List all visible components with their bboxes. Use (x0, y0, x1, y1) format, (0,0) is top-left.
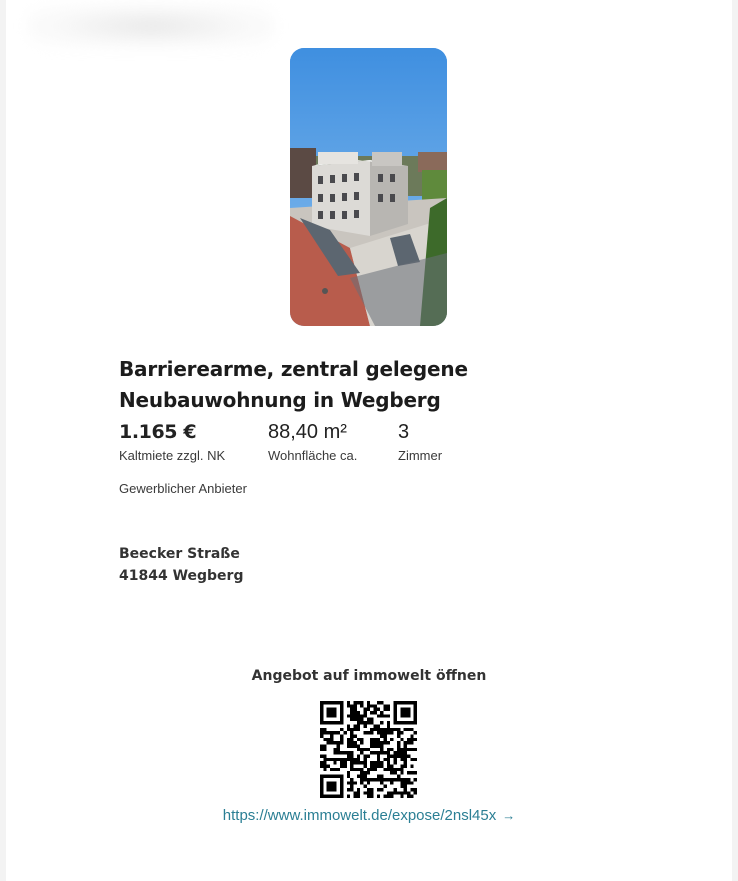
qr-code[interactable] (320, 701, 417, 798)
price-value: 1.165 € (119, 421, 197, 443)
address-street: Beecker Straße (119, 546, 240, 562)
listing-url-link[interactable] (6, 807, 732, 824)
rooms-label: Zimmer (398, 448, 443, 463)
listing-title: Barrierearme, zentral gelegene Neubauwohnung in Wegberg (119, 357, 468, 412)
expose-page (6, 0, 732, 881)
area-fact (268, 420, 357, 463)
rooms-fact (398, 420, 442, 463)
open-offer-heading: Angebot auf immowelt öffnen (251, 668, 487, 684)
blurred-header-area (26, 4, 276, 48)
price-fact (119, 420, 225, 463)
address (119, 543, 243, 587)
provider-type: Gewerblicher Anbieter (119, 481, 247, 496)
rooms-value: 3 (398, 421, 410, 443)
area-label: Wohnfläche ca. (268, 448, 358, 463)
address-city: 41844 Wegberg (119, 568, 244, 584)
listing-photo[interactable] (290, 48, 447, 326)
price-label: Kaltmiete zzgl. NK (119, 448, 226, 463)
listing-url: https://www.immowelt.de/expose/2nsl45x (222, 807, 497, 824)
arrow-right-icon: → (502, 808, 516, 823)
area-value: 88,40 m² (268, 421, 347, 443)
